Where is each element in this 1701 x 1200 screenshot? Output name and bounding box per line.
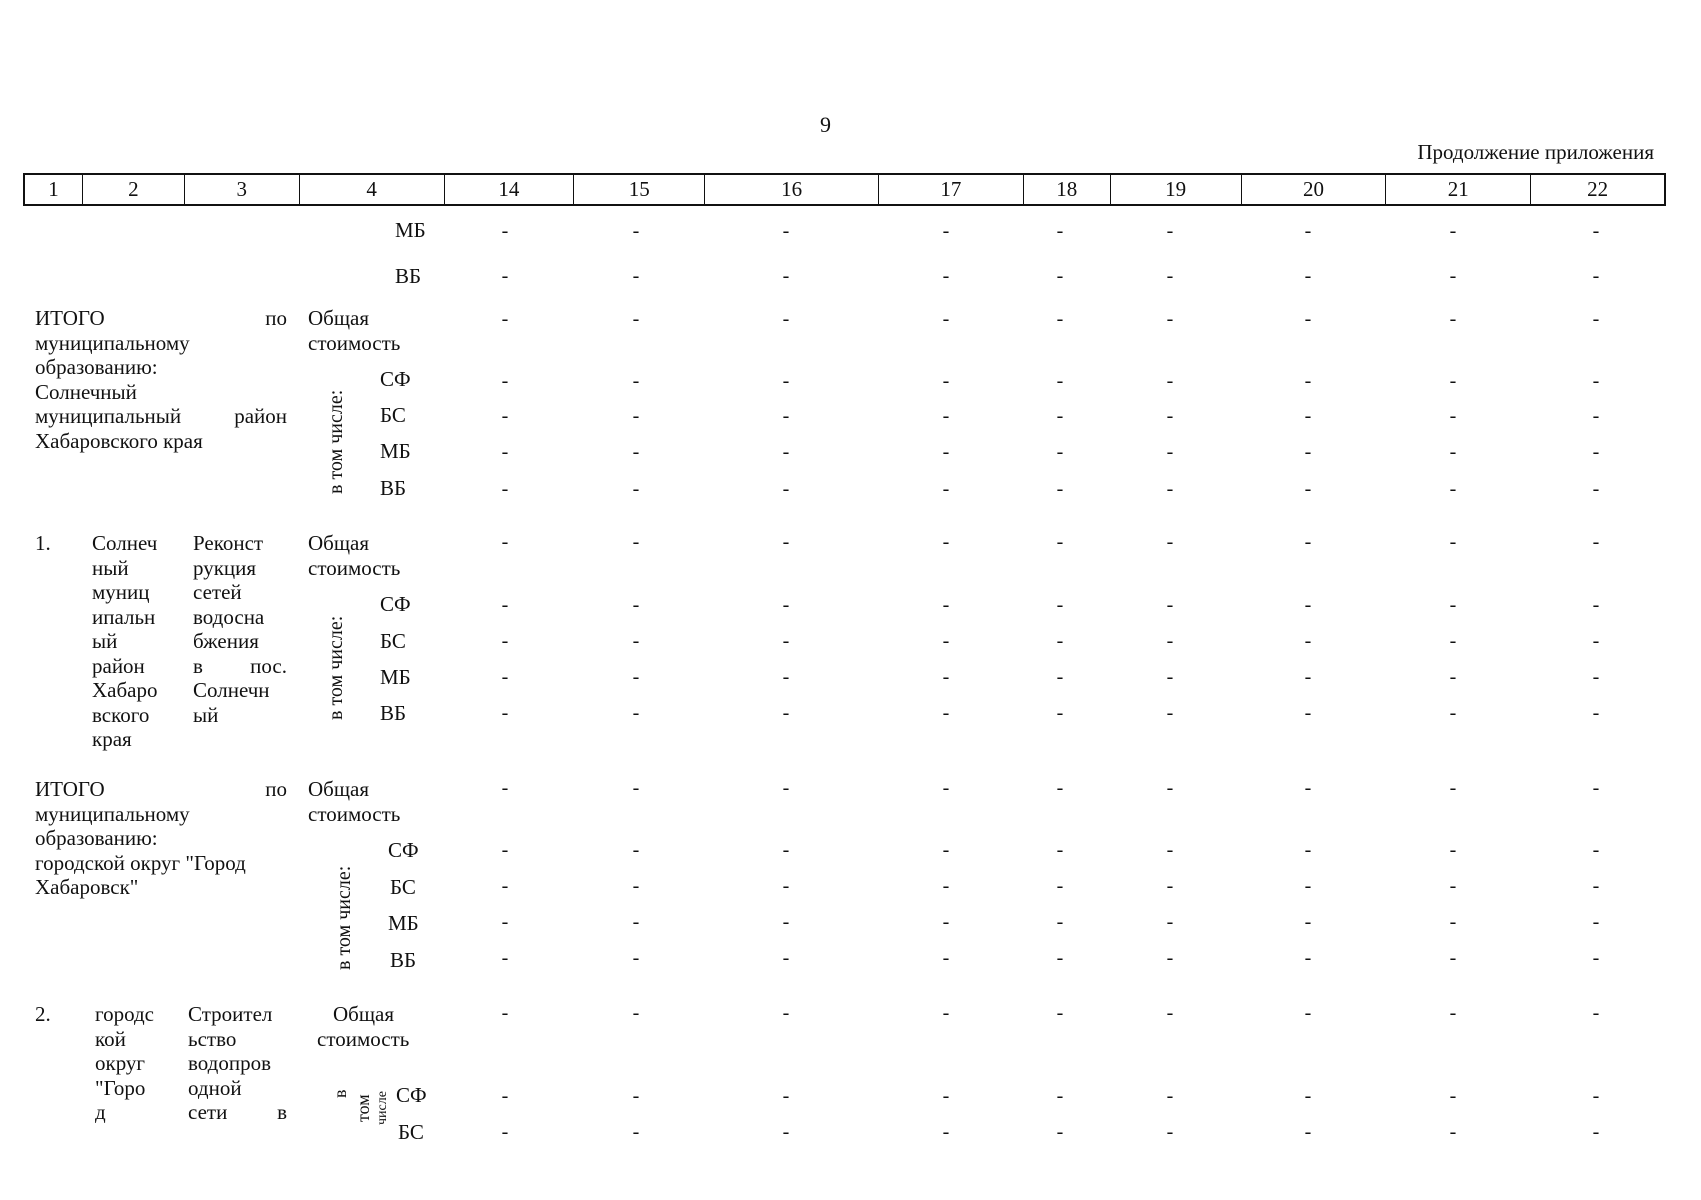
- empty-value-dash: -: [501, 666, 509, 688]
- text-line: сетей: [193, 580, 242, 604]
- empty-value-dash: -: [632, 777, 640, 799]
- text-line: кой: [95, 1026, 126, 1051]
- empty-value-dash: -: [1592, 777, 1600, 799]
- empty-value-dash: -: [1449, 875, 1457, 897]
- empty-value-dash: -: [1449, 666, 1457, 688]
- empty-value-dash: -: [1449, 911, 1457, 933]
- label-line: Хабаровск": [35, 875, 139, 899]
- col-header: 1: [25, 175, 83, 204]
- empty-value-dash: -: [501, 839, 509, 861]
- text-line: Хабаро: [92, 678, 158, 702]
- empty-value-dash: -: [632, 308, 640, 330]
- empty-value-dash: -: [1592, 666, 1600, 688]
- empty-value-dash: -: [1166, 405, 1174, 427]
- total-cost-label: [308, 531, 400, 580]
- total-cost-label: [308, 306, 400, 355]
- total-cost-word: Общая: [308, 531, 370, 555]
- empty-value-dash: -: [1592, 875, 1600, 897]
- funding-label-vb: ВБ: [395, 264, 422, 288]
- text-line: д: [95, 1100, 106, 1124]
- empty-value-dash: -: [1304, 220, 1312, 242]
- empty-value-dash: -: [1056, 666, 1064, 688]
- text-word: в: [193, 653, 203, 678]
- empty-value-dash: -: [1304, 441, 1312, 463]
- empty-value-dash: -: [942, 1085, 950, 1107]
- empty-value-dash: -: [1592, 308, 1600, 330]
- text-word: в: [277, 1100, 287, 1124]
- column-header-row: [23, 173, 1666, 206]
- empty-value-dash: -: [782, 1085, 790, 1107]
- item-number: 2.: [35, 1002, 51, 1026]
- funding-label-bs: БС: [390, 875, 416, 899]
- col-header: 22: [1587, 177, 1609, 201]
- empty-value-dash: -: [1304, 911, 1312, 933]
- empty-value-dash: -: [1166, 265, 1174, 287]
- empty-value-dash: -: [1056, 777, 1064, 799]
- funding-label-bs: БС: [398, 1120, 424, 1144]
- item2-project: [188, 1002, 287, 1125]
- empty-value-dash: -: [1304, 666, 1312, 688]
- empty-value-dash: -: [1166, 308, 1174, 330]
- page-number: 9: [820, 112, 831, 137]
- empty-value-dash: -: [1592, 594, 1600, 616]
- empty-value-dash: -: [632, 220, 640, 242]
- text-line: рукция: [193, 555, 257, 580]
- empty-value-dash: -: [1166, 531, 1174, 553]
- empty-value-dash: -: [782, 220, 790, 242]
- funding-label-bs: БС: [380, 403, 406, 427]
- empty-value-dash: -: [1304, 702, 1312, 724]
- empty-value-dash: -: [1304, 594, 1312, 616]
- empty-value-dash: -: [782, 839, 790, 861]
- text-line: Солнеч: [92, 531, 158, 555]
- empty-value-dash: -: [782, 308, 790, 330]
- text-line: ый: [92, 629, 118, 653]
- in-total-fragment: числе: [375, 1091, 390, 1125]
- empty-value-dash: -: [501, 1121, 509, 1143]
- empty-value-dash: -: [1166, 875, 1174, 897]
- empty-value-dash: -: [1166, 911, 1174, 933]
- empty-value-dash: -: [501, 1085, 509, 1107]
- label-line: городской округ "Город: [35, 850, 246, 875]
- col-header: 17: [879, 175, 1024, 204]
- total-khabarovsk-label: [35, 777, 287, 900]
- empty-value-dash: -: [1056, 265, 1064, 287]
- col-header: 20: [1242, 175, 1387, 204]
- empty-value-dash: -: [942, 441, 950, 463]
- empty-value-dash: -: [1056, 478, 1064, 500]
- empty-value-dash: -: [782, 594, 790, 616]
- empty-value-dash: -: [1592, 702, 1600, 724]
- col-header: 14: [445, 175, 575, 204]
- funding-label-mb: МБ: [380, 665, 411, 689]
- empty-value-dash: -: [1449, 947, 1457, 969]
- label-word: по: [265, 777, 287, 801]
- in-total-rotated: в том числе:: [325, 615, 347, 720]
- empty-value-dash: -: [1449, 405, 1457, 427]
- text-line: края: [92, 727, 132, 751]
- empty-value-dash: -: [782, 265, 790, 287]
- empty-value-dash: -: [1304, 839, 1312, 861]
- text-line: бжения: [193, 629, 259, 653]
- empty-value-dash: -: [1592, 441, 1600, 463]
- col-header: 21: [1386, 175, 1531, 204]
- empty-value-dash: -: [632, 947, 640, 969]
- total-cost-word: стоимость: [308, 330, 401, 355]
- empty-value-dash: -: [1449, 702, 1457, 724]
- col-header: 3: [185, 175, 300, 204]
- empty-value-dash: -: [1166, 1121, 1174, 1143]
- empty-value-dash: -: [1056, 839, 1064, 861]
- empty-value-dash: -: [782, 370, 790, 392]
- empty-value-dash: -: [1592, 1002, 1600, 1024]
- empty-value-dash: -: [501, 702, 509, 724]
- funding-label-sf: СФ: [380, 592, 411, 616]
- in-total-fragment: том: [353, 1094, 373, 1122]
- col-header: 15: [574, 175, 705, 204]
- empty-value-dash: -: [632, 630, 640, 652]
- empty-value-dash: -: [1304, 370, 1312, 392]
- empty-value-dash: -: [501, 308, 509, 330]
- col-header: 2: [83, 175, 185, 204]
- item2-municipality: [95, 1002, 154, 1125]
- empty-value-dash: -: [1449, 478, 1457, 500]
- funding-label-mb: МБ: [388, 911, 419, 935]
- text-line: Строител: [188, 1002, 273, 1026]
- total-solnechny-label: [35, 306, 287, 453]
- empty-value-dash: -: [1592, 839, 1600, 861]
- label-word: муниципальный: [35, 404, 182, 428]
- empty-value-dash: -: [1056, 405, 1064, 427]
- empty-value-dash: -: [1592, 531, 1600, 553]
- text-word: сети: [188, 1100, 228, 1124]
- empty-value-dash: -: [501, 947, 509, 969]
- item1-project: [193, 531, 287, 727]
- empty-value-dash: -: [501, 441, 509, 463]
- text-line: водопров: [188, 1051, 272, 1075]
- empty-value-dash: -: [1166, 777, 1174, 799]
- in-total-rotated: в том числе:: [325, 389, 347, 494]
- empty-value-dash: -: [1166, 1002, 1174, 1024]
- label-line: образованию:: [35, 826, 158, 850]
- empty-value-dash: -: [1304, 478, 1312, 500]
- empty-value-dash: -: [1304, 777, 1312, 799]
- in-total-fragment: в: [330, 1089, 350, 1098]
- label-line: муниципальному: [35, 801, 190, 826]
- label-word: ИТОГО: [35, 306, 105, 330]
- empty-value-dash: -: [782, 666, 790, 688]
- total-cost-word: стоимость: [308, 555, 401, 580]
- text-line: ный: [92, 555, 129, 580]
- funding-label-sf: СФ: [396, 1083, 427, 1107]
- empty-value-dash: -: [942, 1121, 950, 1143]
- empty-value-dash: -: [1166, 478, 1174, 500]
- empty-value-dash: -: [1449, 594, 1457, 616]
- empty-value-dash: -: [1056, 531, 1064, 553]
- empty-value-dash: -: [1449, 1002, 1457, 1024]
- continuation-caption: Продолжение приложения: [1417, 140, 1654, 164]
- empty-value-dash: -: [782, 702, 790, 724]
- empty-value-dash: -: [1592, 1085, 1600, 1107]
- text-line: одной: [188, 1075, 242, 1100]
- empty-value-dash: -: [1304, 947, 1312, 969]
- text-line: вского: [92, 702, 150, 727]
- empty-value-dash: -: [782, 1002, 790, 1024]
- empty-value-dash: -: [632, 911, 640, 933]
- total-cost-label: [308, 777, 400, 826]
- empty-value-dash: -: [1056, 702, 1064, 724]
- empty-value-dash: -: [1592, 630, 1600, 652]
- empty-value-dash: -: [501, 478, 509, 500]
- empty-value-dash: -: [1304, 1121, 1312, 1143]
- total-cost-word: Общая: [308, 777, 370, 801]
- label-word: ИТОГО: [35, 777, 105, 801]
- empty-value-dash: -: [782, 478, 790, 500]
- empty-value-dash: -: [501, 531, 509, 553]
- empty-value-dash: -: [632, 666, 640, 688]
- empty-value-dash: -: [1449, 1085, 1457, 1107]
- empty-value-dash: -: [942, 478, 950, 500]
- empty-value-dash: -: [1166, 630, 1174, 652]
- empty-value-dash: -: [1449, 441, 1457, 463]
- empty-value-dash: -: [782, 1121, 790, 1143]
- empty-value-dash: -: [1449, 265, 1457, 287]
- empty-value-dash: -: [501, 911, 509, 933]
- empty-value-dash: -: [632, 702, 640, 724]
- funding-label-mb: МБ: [395, 218, 426, 242]
- empty-value-dash: -: [1449, 308, 1457, 330]
- col-header: 19: [1111, 175, 1242, 204]
- text-word: пос.: [250, 653, 287, 678]
- text-line: ипальн: [92, 604, 156, 629]
- empty-value-dash: -: [632, 405, 640, 427]
- empty-value-dash: -: [632, 441, 640, 463]
- funding-label-sf: СФ: [388, 838, 419, 862]
- empty-value-dash: -: [942, 594, 950, 616]
- total-cost-label: [317, 1002, 409, 1051]
- empty-value-dash: -: [1166, 441, 1174, 463]
- funding-label-vb: ВБ: [390, 948, 417, 972]
- funding-label-mb: МБ: [380, 439, 411, 463]
- empty-value-dash: -: [1304, 265, 1312, 287]
- empty-value-dash: -: [942, 405, 950, 427]
- empty-value-dash: -: [501, 220, 509, 242]
- empty-value-dash: -: [942, 666, 950, 688]
- total-cost-word: Общая: [308, 306, 370, 330]
- empty-value-dash: -: [1056, 370, 1064, 392]
- empty-value-dash: -: [942, 1002, 950, 1024]
- empty-value-dash: -: [782, 630, 790, 652]
- text-line: ьство: [188, 1026, 237, 1051]
- empty-value-dash: -: [942, 308, 950, 330]
- text-line: округ: [95, 1051, 146, 1075]
- text-line: водосна: [193, 604, 265, 629]
- empty-value-dash: -: [1449, 777, 1457, 799]
- empty-value-dash: -: [1449, 839, 1457, 861]
- text-line: муниц: [92, 580, 150, 604]
- empty-value-dash: -: [1592, 911, 1600, 933]
- empty-value-dash: -: [1592, 405, 1600, 427]
- funding-label-vb: ВБ: [380, 476, 407, 500]
- empty-value-dash: -: [1449, 531, 1457, 553]
- empty-value-dash: -: [501, 1002, 509, 1024]
- label-line: образованию:: [35, 355, 158, 379]
- empty-value-dash: -: [1449, 220, 1457, 242]
- empty-value-dash: -: [1304, 875, 1312, 897]
- empty-value-dash: -: [1304, 630, 1312, 652]
- empty-value-dash: -: [942, 220, 950, 242]
- text-line: "Горо: [95, 1075, 146, 1100]
- empty-value-dash: -: [942, 875, 950, 897]
- col-header: 18: [1024, 175, 1111, 204]
- empty-value-dash: -: [1056, 630, 1064, 652]
- funding-label-sf: СФ: [380, 367, 411, 391]
- empty-value-dash: -: [1449, 1121, 1457, 1143]
- empty-value-dash: -: [632, 370, 640, 392]
- in-total-rotated: в том числе:: [333, 865, 355, 970]
- funding-label-bs: БС: [380, 629, 406, 653]
- empty-value-dash: -: [942, 947, 950, 969]
- total-cost-word: стоимость: [308, 801, 401, 826]
- empty-value-dash: -: [1166, 839, 1174, 861]
- empty-value-dash: -: [1304, 308, 1312, 330]
- empty-value-dash: -: [1166, 594, 1174, 616]
- empty-value-dash: -: [1592, 220, 1600, 242]
- empty-value-dash: -: [942, 839, 950, 861]
- empty-value-dash: -: [1056, 875, 1064, 897]
- empty-value-dash: -: [1056, 441, 1064, 463]
- item-number: 1.: [35, 531, 51, 555]
- empty-value-dash: -: [1056, 308, 1064, 330]
- empty-value-dash: -: [1449, 370, 1457, 392]
- empty-value-dash: -: [501, 875, 509, 897]
- empty-value-dash: -: [1166, 666, 1174, 688]
- empty-value-dash: -: [632, 478, 640, 500]
- empty-value-dash: -: [942, 911, 950, 933]
- empty-value-dash: -: [1592, 265, 1600, 287]
- label-word: район: [234, 404, 287, 428]
- empty-value-dash: -: [782, 875, 790, 897]
- empty-value-dash: -: [1166, 370, 1174, 392]
- empty-value-dash: -: [1592, 947, 1600, 969]
- funding-label-vb: ВБ: [380, 701, 407, 725]
- empty-value-dash: -: [1166, 220, 1174, 242]
- empty-value-dash: -: [1166, 947, 1174, 969]
- empty-value-dash: -: [942, 630, 950, 652]
- total-cost-word: стоимость: [317, 1026, 410, 1051]
- text-line: Реконст: [193, 531, 264, 555]
- empty-value-dash: -: [1304, 1085, 1312, 1107]
- empty-value-dash: -: [501, 777, 509, 799]
- empty-value-dash: -: [632, 531, 640, 553]
- empty-value-dash: -: [632, 1121, 640, 1143]
- empty-value-dash: -: [501, 594, 509, 616]
- text-line: район: [92, 653, 145, 678]
- empty-value-dash: -: [782, 911, 790, 933]
- col-header: 4: [300, 175, 445, 204]
- empty-value-dash: -: [782, 947, 790, 969]
- text-line: Солнечн: [193, 678, 270, 702]
- empty-value-dash: -: [632, 265, 640, 287]
- empty-value-dash: -: [942, 702, 950, 724]
- empty-value-dash: -: [942, 777, 950, 799]
- empty-value-dash: -: [1056, 947, 1064, 969]
- empty-value-dash: -: [1166, 702, 1174, 724]
- empty-value-dash: -: [1592, 370, 1600, 392]
- text-line: городс: [95, 1002, 154, 1026]
- empty-value-dash: -: [1304, 405, 1312, 427]
- item1-municipality: [92, 531, 158, 752]
- empty-value-dash: -: [1592, 478, 1600, 500]
- empty-value-dash: -: [942, 531, 950, 553]
- empty-value-dash: -: [782, 531, 790, 553]
- empty-value-dash: -: [501, 630, 509, 652]
- empty-value-dash: -: [501, 370, 509, 392]
- empty-value-dash: -: [782, 405, 790, 427]
- empty-value-dash: -: [1449, 630, 1457, 652]
- label-line: Солнечный: [35, 379, 137, 404]
- empty-value-dash: -: [632, 594, 640, 616]
- empty-value-dash: -: [632, 875, 640, 897]
- empty-value-dash: -: [1056, 594, 1064, 616]
- label-line: муниципальному: [35, 330, 190, 355]
- empty-value-dash: -: [1056, 1085, 1064, 1107]
- empty-value-dash: -: [632, 1085, 640, 1107]
- empty-value-dash: -: [942, 265, 950, 287]
- empty-value-dash: -: [942, 370, 950, 392]
- empty-value-dash: -: [1056, 911, 1064, 933]
- empty-value-dash: -: [1056, 1121, 1064, 1143]
- col-header: 16: [705, 175, 879, 204]
- total-cost-word: Общая: [333, 1002, 395, 1026]
- empty-value-dash: -: [1592, 1121, 1600, 1143]
- empty-value-dash: -: [1056, 1002, 1064, 1024]
- empty-value-dash: -: [782, 441, 790, 463]
- empty-value-dash: -: [1056, 220, 1064, 242]
- label-line: Хабаровского края: [35, 428, 203, 453]
- empty-value-dash: -: [632, 1002, 640, 1024]
- empty-value-dash: -: [1304, 1002, 1312, 1024]
- empty-value-dash: -: [632, 839, 640, 861]
- empty-value-dash: -: [1304, 531, 1312, 553]
- empty-value-dash: -: [501, 405, 509, 427]
- empty-value-dash: -: [782, 777, 790, 799]
- text-line: ый: [193, 702, 219, 727]
- empty-value-dash: -: [1166, 1085, 1174, 1107]
- label-word: по: [265, 306, 287, 330]
- empty-value-dash: -: [501, 265, 509, 287]
